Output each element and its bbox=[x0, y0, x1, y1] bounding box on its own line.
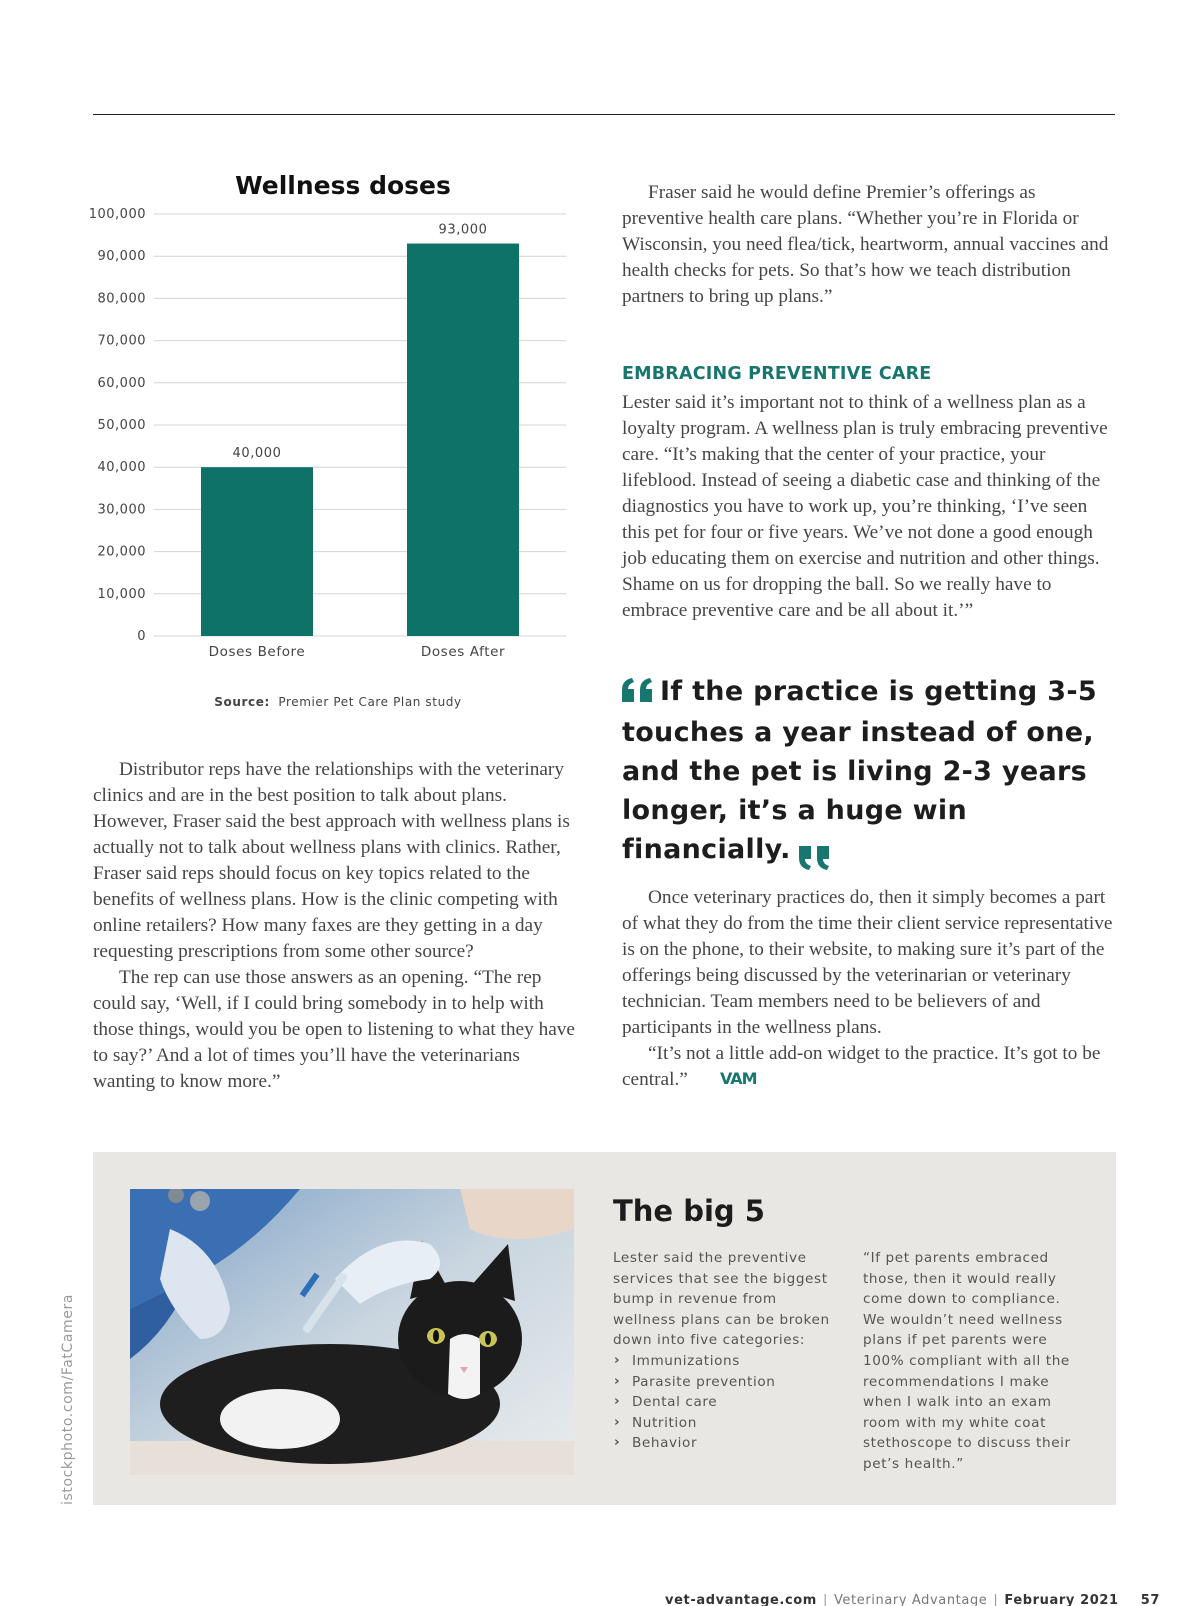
sidebar-col-intro bbox=[613, 1248, 835, 1454]
footer-separator: | bbox=[822, 1593, 828, 1606]
paragraph-rep: The rep can use those answers as an opening. “The rep could say, ‘Well, if I could bring somebody in to help with those things, would you be open to listening to what they have to say?’ And a lot of times you’ll have the veterinarians wanting to know more.” bbox=[93, 967, 575, 1092]
list-item: › Behavior bbox=[613, 1433, 835, 1454]
bar-doses-before bbox=[201, 467, 313, 636]
y-tick-label: 70,000 bbox=[97, 333, 146, 349]
paragraph-central bbox=[622, 1041, 1116, 1094]
photo-credit: istockphoto.com/FatCamera bbox=[60, 1293, 76, 1505]
sidebar-quote: “If pet parents embraced those, then it would really come down to compliance. We wouldn’t need wellness plans if pet parents were 100% compliant with all the recommendations I make when I walk into an exam room with my white coat stethoscope to discuss their pet’s health.” bbox=[863, 1250, 1071, 1472]
y-tick-label: 30,000 bbox=[97, 502, 146, 518]
article-right-mid bbox=[622, 390, 1116, 624]
article-left-bottom bbox=[93, 757, 585, 1095]
data-label: 93,000 bbox=[438, 222, 488, 238]
chart-title: Wellness doses bbox=[235, 171, 451, 200]
x-tick-label: Doses Before bbox=[208, 644, 306, 660]
cat-vaccination-photo bbox=[130, 1189, 574, 1475]
paragraph-practices: Once veterinary practices do, then it simply becomes a part of what they do from the time their client service representative is on the phone, to their website, to making sure it’s part of the offerings being discussed by the veterinarian or veterinary technician. Team members need to be believers of and participants in the wellness plans. bbox=[622, 887, 1113, 1038]
sidebar-title: The big 5 bbox=[613, 1194, 765, 1228]
y-tick-label: 80,000 bbox=[97, 291, 146, 307]
page-number: 57 bbox=[1140, 1593, 1160, 1606]
y-tick-label: 60,000 bbox=[97, 375, 146, 391]
y-tick-label: 10,000 bbox=[97, 586, 146, 602]
y-tick-label: 90,000 bbox=[97, 249, 146, 265]
pull-quote bbox=[622, 672, 1122, 881]
y-tick-label: 100,000 bbox=[88, 207, 146, 222]
bar-doses-after bbox=[407, 244, 519, 636]
page-footer bbox=[665, 1593, 1160, 1606]
y-tick-label: 50,000 bbox=[97, 418, 146, 433]
list-item: › Parasite prevention bbox=[613, 1372, 835, 1393]
big-5-list bbox=[613, 1351, 835, 1454]
sidebar-col-quote bbox=[863, 1248, 1085, 1475]
paragraph-central-text: “It’s not a little add-on widget to the practice. It’s got to be central.” bbox=[622, 1043, 1101, 1090]
y-tick-label: 0 bbox=[137, 629, 146, 644]
close-quote-icon bbox=[799, 842, 831, 881]
sidebar-intro: Lester said the preventive services that see the biggest bump in revenue from wellness plans can be broken down into five categories: bbox=[613, 1250, 830, 1349]
wellness-doses-chart bbox=[88, 160, 588, 720]
article-right-top bbox=[622, 180, 1116, 310]
vam-logo bbox=[694, 1068, 762, 1094]
y-tick-label: 20,000 bbox=[97, 544, 146, 560]
vam-logo-text: VAM bbox=[719, 1070, 757, 1086]
list-item: › Dental care bbox=[613, 1392, 835, 1413]
footer-publication: Veterinary Advantage bbox=[833, 1593, 988, 1606]
x-tick-label: Doses After bbox=[420, 644, 506, 660]
pull-quote-text: If the practice is getting 3-5 touches a year instead of one, and the pet is living 2-3 years longer, it’s a huge win financially. bbox=[622, 676, 1097, 865]
section-heading: EMBRACING PREVENTIVE CARE bbox=[622, 364, 932, 384]
chart-source-text: Premier Pet Care Plan study bbox=[278, 695, 462, 709]
list-item: › Nutrition bbox=[613, 1413, 835, 1434]
paragraph-fraser: Fraser said he would define Premier’s offerings as preventive health care plans. “Whether you’re in Florida or Wisconsin, you need flea/tick, heartworm, annual vaccines and health checks for pets. So that’s how we teach distribution partners to bring up plans.” bbox=[622, 182, 1109, 307]
list-item: › Immunizations bbox=[613, 1351, 835, 1372]
article-right-bottom bbox=[622, 885, 1116, 1094]
chart-source-label: Source: bbox=[214, 695, 270, 709]
footer-site: vet-advantage.com bbox=[665, 1593, 817, 1606]
paragraph-distributor: Distributor reps have the relationships with the veterinary clinics and are in the best position to talk about plans. However, Fraser said the best approach with wellness plans is actually not to talk about wellness plans with clinics. Rather, Fraser said reps should focus on key topics related to the benefits of wellness plans. How is the clinic competing with online retailers? How many faxes are they getting in a day requesting prescriptions from some other source? bbox=[93, 759, 570, 962]
sidebar-big-5 bbox=[93, 1152, 1116, 1505]
top-rule bbox=[93, 114, 1115, 115]
paragraph-lester: Lester said it’s important not to think of a wellness plan as a loyalty program. A wellness plan is truly embracing preventive care. “It’s making that the center of your practice, your lifeblood. Instead of seeing a diabetic case and thinking of the diagnostics you have to work up, you’re thinking, ‘I’ve seen this pet for four or five years. We’ve not done a good enough job educating them on exercise and nutrition and other things. Shame on us for dropping the ball. So we really have to embrace preventive care and be all about it.’” bbox=[622, 392, 1108, 621]
open-quote-icon bbox=[622, 674, 654, 713]
footer-issue: February 2021 bbox=[1004, 1593, 1119, 1606]
y-tick-label: 40,000 bbox=[97, 460, 146, 476]
footer-separator: | bbox=[993, 1593, 999, 1606]
chart-source bbox=[214, 695, 461, 709]
data-label: 40,000 bbox=[232, 446, 282, 462]
